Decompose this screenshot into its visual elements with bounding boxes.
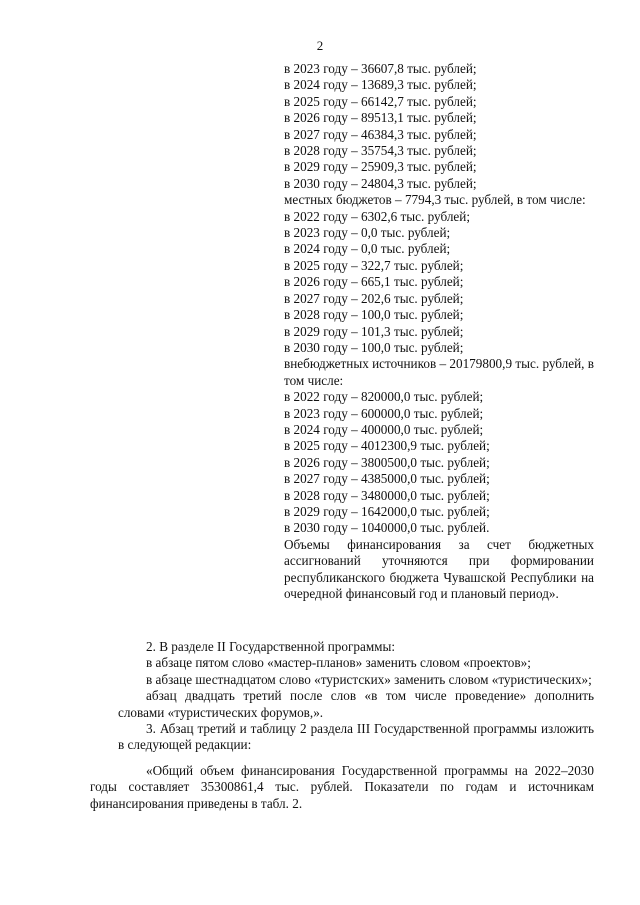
funding-lines-group-b — [284, 209, 594, 357]
funding-line: в 2026 году – 89513,1 тыс. рублей; — [284, 110, 477, 126]
funding-line: в 2028 году – 3480000,0 тыс. рублей; — [284, 487, 490, 503]
funding-closing-note: Объемы финансирования за счет бюджетных ассигнований уточняются при формировании республиканского бюджета Чувашской Республики на очередной финансовый год и плановый период». — [284, 536, 594, 601]
item-2-subitem-3: абзац двадцать третий после слов «в том числе проведение» дополнить словами «туристических форумов,». — [118, 688, 594, 720]
extrabudget-sources-header: внебюджетных источников – 20179800,9 тыс. рублей, в том числе: — [284, 356, 594, 388]
funding-lines-group-c — [284, 389, 594, 537]
item-2-subitem-2: в абзаце шестнадцатом слово «туристских» заменить словом «туристических»; — [146, 671, 592, 687]
local-budgets-header: местных бюджетов – 7794,3 тыс. рублей, в том числе: — [284, 192, 586, 208]
funding-line: в 2028 году – 100,0 тыс. рублей; — [284, 307, 464, 323]
funding-line: в 2023 году – 0,0 тыс. рублей; — [284, 225, 451, 241]
funding-line: в 2024 году – 0,0 тыс. рублей; — [284, 241, 451, 257]
funding-line: в 2030 году – 1040000,0 тыс. рублей. — [284, 520, 490, 536]
funding-line: в 2023 году – 36607,8 тыс. рублей; — [284, 61, 477, 76]
funding-line: в 2029 году – 25909,3 тыс. рублей; — [284, 159, 477, 175]
funding-line: в 2025 году – 322,7 тыс. рублей; — [284, 257, 464, 273]
amendments-body — [90, 639, 594, 812]
funding-line: в 2025 году – 66142,7 тыс. рублей; — [284, 93, 477, 109]
funding-line: в 2022 году – 820000,0 тыс. рублей; — [284, 389, 484, 405]
funding-line: в 2028 году – 35754,3 тыс. рублей; — [284, 143, 477, 159]
funding-line: в 2026 году – 665,1 тыс. рублей; — [284, 274, 464, 290]
funding-line: в 2030 году – 100,0 тыс. рублей; — [284, 339, 464, 355]
item-3-text: 3. Абзац третий и таблицу 2 раздела III Государственной программы изложить в следующей редакции: — [118, 721, 594, 753]
funding-line: в 2026 году – 3800500,0 тыс. рублей; — [284, 454, 490, 470]
page-number: 2 — [316, 38, 324, 53]
funding-line: в 2027 году – 202,6 тыс. рублей; — [284, 290, 464, 306]
funding-block — [284, 61, 594, 602]
funding-line: в 2029 году – 101,3 тыс. рублей; — [284, 323, 464, 339]
funding-line: в 2022 году – 6302,6 тыс. рублей; — [284, 208, 470, 224]
funding-line: в 2024 году – 400000,0 тыс. рублей; — [284, 421, 484, 437]
funding-line: в 2030 году – 24804,3 тыс. рублей; — [284, 175, 477, 191]
funding-line: в 2027 году – 46384,3 тыс. рублей; — [284, 126, 477, 142]
funding-line: в 2025 году – 4012300,9 тыс. рублей; — [284, 438, 490, 454]
item-2-subitem-1: в абзаце пятом слово «мастер-планов» заменить словом «проектов»; — [146, 655, 531, 671]
funding-lines-group-a — [284, 61, 594, 192]
funding-line: в 2029 году – 1642000,0 тыс. рублей; — [284, 503, 490, 519]
funding-line: в 2027 году – 4385000,0 тыс. рублей; — [284, 471, 490, 487]
quoted-paragraph: «Общий объем финансирования Государственной программы на 2022–2030 годы составляет 35300861,4 тыс. рублей. Показатели по годам и источникам финансирования приведены в табл. 2. — [90, 762, 594, 811]
funding-line: в 2024 году – 13689,3 тыс. рублей; — [284, 77, 477, 93]
funding-line: в 2023 году – 600000,0 тыс. рублей; — [284, 405, 484, 421]
item-2-title: 2. В разделе II Государственной программы: — [146, 639, 396, 654]
